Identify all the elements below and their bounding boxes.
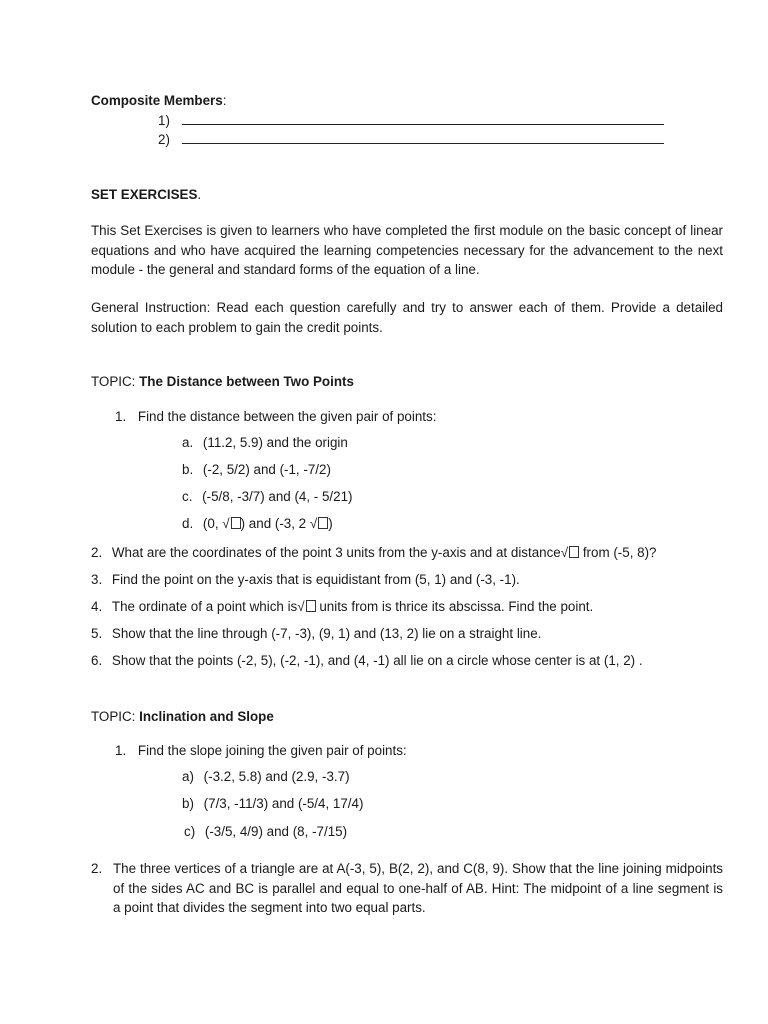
composite-members-label: Composite Members: <box>91 93 227 108</box>
t1-question-3: 3. Find the point on the y-axis that is equidistant from (5, 1) and (-3, -1). <box>91 572 520 587</box>
t2-q1-item-b: b) (7/3, -11/3) and (-5/4, 17/4) <box>182 796 364 811</box>
member-1-field[interactable] <box>182 111 664 125</box>
t1-question-4: 4. The ordinate of a point which is√ units from is thrice its abscissa. Find the point. <box>91 599 594 614</box>
t2-question-2: 2. The three vertices of a triangle are at A(-3, 5), B(2, 2), and C(8, 9). Show that the line joining midpoints of the sides AC and BC is parallel and equal to one-half of AB. Hint: The midpoint of a line segment is a point that divides the segment into two equal parts. <box>91 861 723 915</box>
t1-question-1: 1. Find the distance between the given pair of points: <box>115 409 437 424</box>
t2-q1-item-c: c) (-3/5, 4/9) and (8, -7/15) <box>184 824 348 839</box>
t1-q1-item-c: c. (-5/8, -3/7) and (4, - 5/21) <box>182 489 353 504</box>
general-instruction: General Instruction: Read each question carefully and try to answer each of them. Provide a detailed solution to each problem to gain the credit points. <box>91 300 723 335</box>
set-exercises-heading: SET EXERCISES. <box>91 187 202 202</box>
t1-q1-item-d: d. (0, √ ) and (-3, 2 √ ) <box>182 516 333 531</box>
missing-glyph-box <box>318 517 328 529</box>
missing-glyph-box <box>569 546 579 558</box>
member-line-1[interactable]: 1) <box>158 111 664 131</box>
intro-paragraph: This Set Exercises is given to learners who have completed the first module on the basic concept of linear equations and who have acquired the learning competencies necessary for the advancement to the next module - the general and standard forms of the equation of a line. <box>91 223 723 277</box>
sqrt-symbol: √ <box>560 545 569 560</box>
member-line-2[interactable]: 2) <box>158 130 664 150</box>
t1-q1-item-a: a. (11.2, 5.9) and the origin <box>182 435 348 450</box>
t2-question-1: 1. Find the slope joining the given pair of points: <box>115 743 407 758</box>
topic-distance-heading: TOPIC: The Distance between Two Points <box>91 374 354 389</box>
sqrt-symbol: √ <box>222 516 230 531</box>
sqrt-symbol: √ <box>297 599 305 614</box>
sqrt-symbol: √ <box>309 516 318 531</box>
t1-q1-item-b: b. (-2, 5/2) and (-1, -7/2) <box>182 462 331 477</box>
t1-question-5: 5. Show that the line through (-7, -3), (9, 1) and (13, 2) lie on a straight line. <box>91 626 542 641</box>
t1-question-2: 2. What are the coordinates of the point 3 units from the y-axis and at distance√ from (-5, 8)? <box>91 545 657 560</box>
topic-slope-heading: TOPIC: Inclination and Slope <box>91 709 274 724</box>
t1-question-6: 6. Show that the points (-2, 5), (-2, -1), and (4, -1) all lie on a circle whose center is at (1, 2) . <box>91 653 643 668</box>
member-2-field[interactable] <box>182 130 664 144</box>
missing-glyph-box <box>231 517 241 529</box>
t2-q1-item-a: a) (-3.2, 5.8) and (2.9, -3.7) <box>182 769 350 784</box>
missing-glyph-box <box>306 600 316 612</box>
